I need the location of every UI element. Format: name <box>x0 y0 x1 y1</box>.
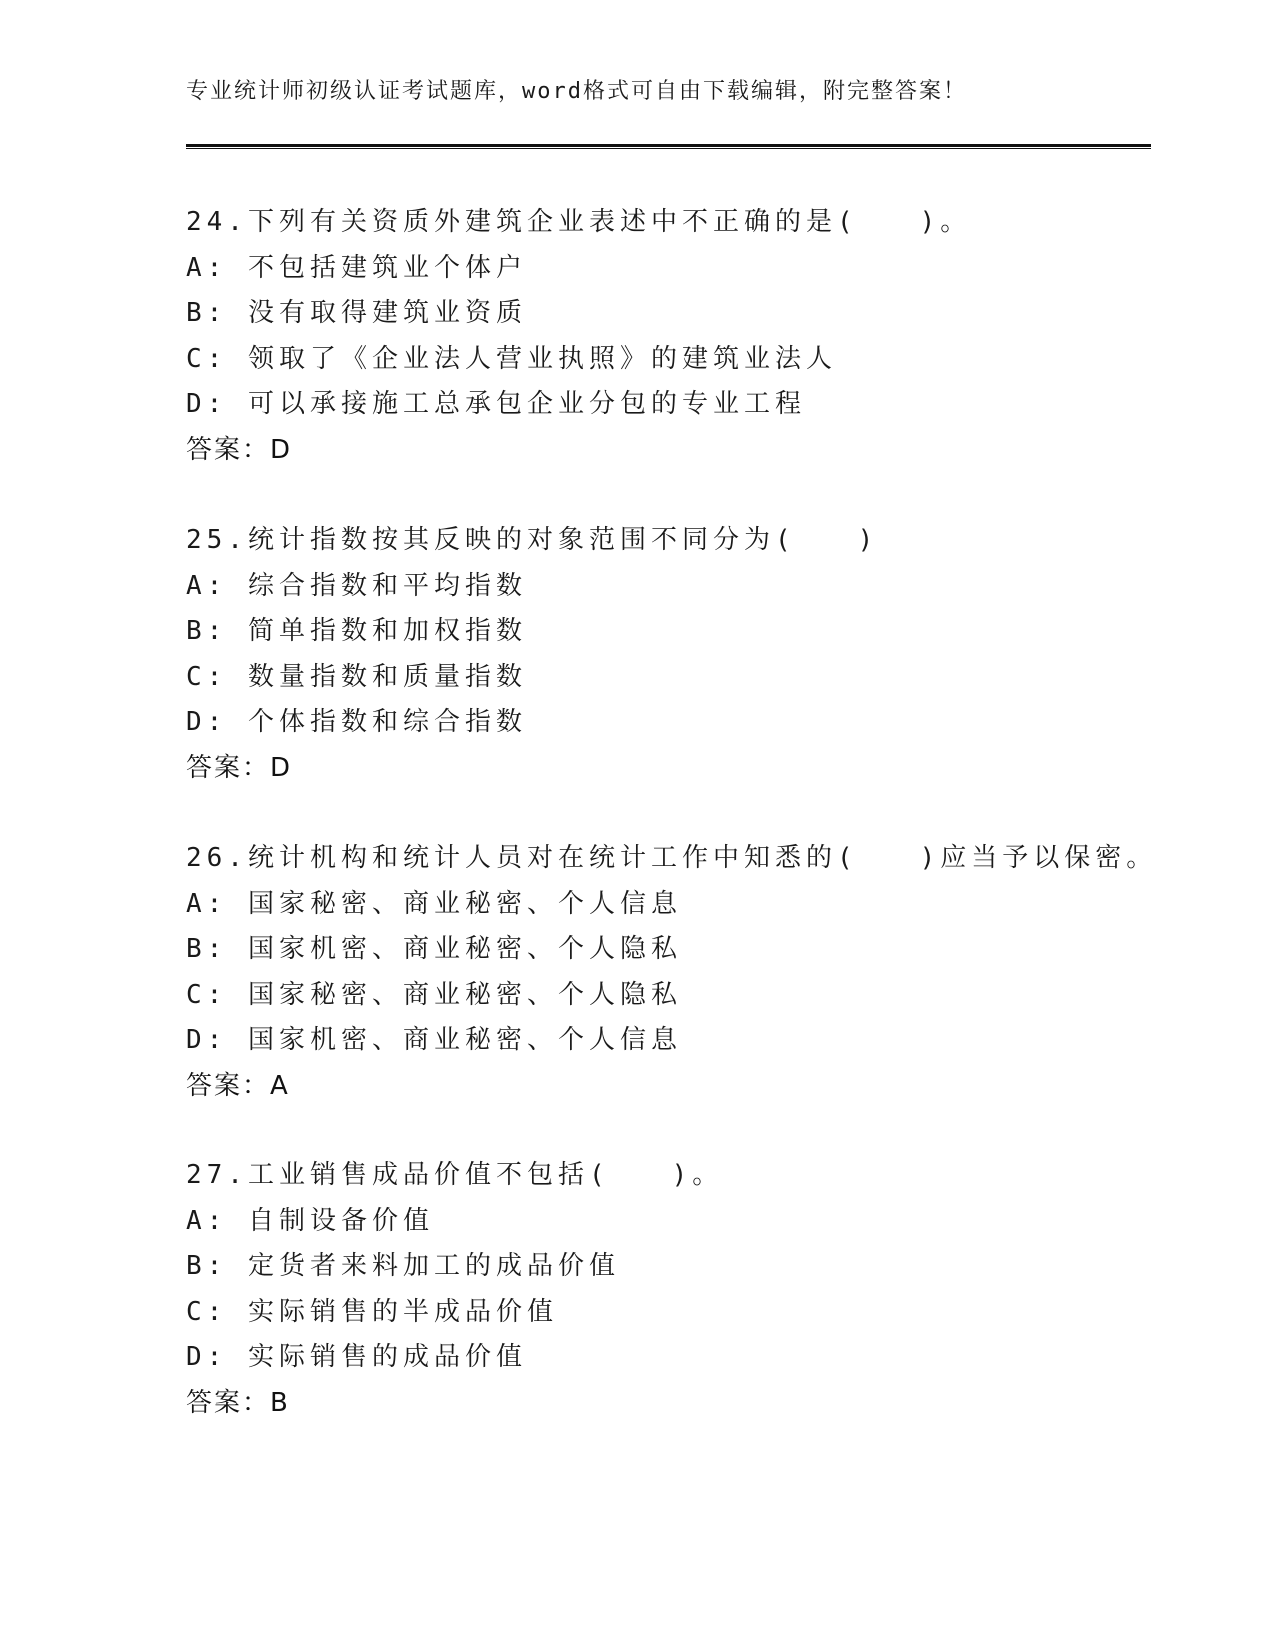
option-c: C: 实际销售的半成品价值 <box>186 1296 558 1327</box>
question-block-25 <box>186 518 1166 791</box>
question-stem: 27.工业销售成品价值不包括( )。 <box>186 1160 724 1190</box>
option-b: B: 没有取得建筑业资质 <box>186 298 527 328</box>
answer-line: 答案：B <box>186 1387 290 1418</box>
option-c: C: 数量指数和质量指数 <box>186 661 527 692</box>
option-a: A: 自制设备价值 <box>186 1205 434 1236</box>
question-stem: 24.下列有关资质外建筑企业表述中不正确的是( )。 <box>186 207 972 237</box>
option-d: D: 国家机密、商业秘密、个人信息 <box>186 1025 682 1055</box>
answer-line: 答案：D <box>186 434 293 465</box>
question-block-26 <box>186 836 1166 1109</box>
option-d: D: 可以承接施工总承包企业分包的专业工程 <box>186 389 806 419</box>
option-c: C: 国家秘密、商业秘密、个人隐私 <box>186 979 682 1010</box>
page-header-text: 专业统计师初级认证考试题库，word格式可自由下载编辑，附完整答案！ <box>186 79 967 104</box>
answer-line: 答案：A <box>186 1070 290 1101</box>
option-d: D: 实际销售的成品价值 <box>186 1342 527 1372</box>
question-block-24 <box>186 200 1166 473</box>
option-a: A: 综合指数和平均指数 <box>186 570 527 601</box>
question-stem: 25.统计指数按其反映的对象范围不同分为( ) <box>186 525 879 555</box>
option-d: D: 个体指数和综合指数 <box>186 707 527 737</box>
option-c: C: 领取了《企业法人营业执照》的建筑业法人 <box>186 343 837 374</box>
option-b: B: 国家机密、商业秘密、个人隐私 <box>186 934 682 964</box>
question-block-27 <box>186 1153 1166 1426</box>
answer-line: 答案：D <box>186 752 293 783</box>
option-a: A: 不包括建筑业个体户 <box>186 252 527 283</box>
question-stem: 26.统计机构和统计人员对在统计工作中知悉的( )应当予以保密。 <box>186 843 1158 873</box>
option-b: B: 简单指数和加权指数 <box>186 616 527 646</box>
option-b: B: 定货者来料加工的成品价值 <box>186 1251 620 1281</box>
option-a: A: 国家秘密、商业秘密、个人信息 <box>186 888 682 919</box>
header-divider <box>186 144 1151 149</box>
